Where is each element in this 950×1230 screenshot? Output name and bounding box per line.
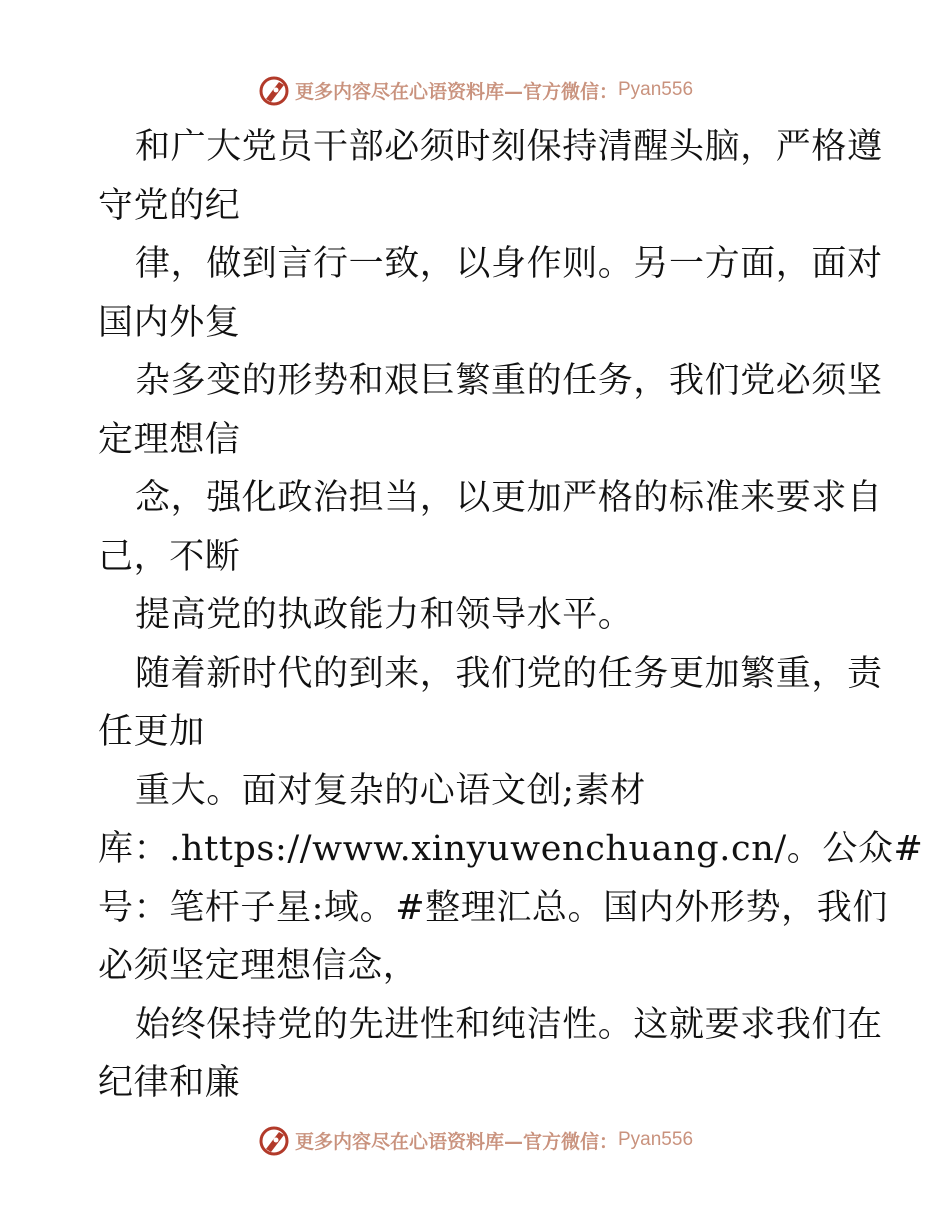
text-line: 律，做到言行一致，以身作则。另一方面，面对	[135, 244, 883, 284]
watermark-text: 更多内容尽在心语资料库—官方微信：	[294, 80, 618, 103]
text-line: 重大。面对复杂的心语文创;素材	[135, 770, 646, 811]
text-line: 提高党的执政能力和领导水平。	[135, 595, 634, 635]
pen-nib-circle-icon	[257, 73, 291, 107]
text-line: 己，不断	[98, 536, 241, 577]
text-line: 和广大党员干部必须时刻保持清醒头脑，严格遵	[135, 127, 883, 167]
watermark-wechat-id: Pyan556	[618, 1129, 694, 1150]
document-body	[98, 118, 924, 1113]
text-line: 随着新时代的到来，我们党的任务更加繁重，责	[135, 653, 883, 694]
text-line: 号：笔杆子星:域。#整理汇总。国内外形势，我们	[98, 887, 888, 928]
watermark-wechat-id: Pyan556	[618, 79, 694, 100]
text-line: 始终保持党的先进性和纯洁性。这就要求我们在	[135, 1004, 883, 1045]
text-line: 杂多变的形势和艰巨繁重的任务，我们党必须坚	[135, 361, 883, 401]
text-line: 守党的纪	[98, 185, 241, 226]
text-line: 念，强化政治担当，以更加严格的标准来要求自	[135, 478, 883, 518]
text-line: 任更加	[98, 712, 205, 752]
text-line: 必须坚定理想信念，	[98, 946, 419, 986]
pen-nib-circle-icon	[257, 1123, 291, 1157]
footer-watermark	[0, 1120, 950, 1160]
text-line: 定理想信	[98, 419, 241, 460]
header-watermark	[0, 70, 950, 110]
text-line: 国内外复	[98, 302, 241, 343]
text-line: 库：.https://www.xinyuwenchuang.cn/。公众#	[98, 829, 924, 869]
text-line: 纪律和廉	[98, 1063, 241, 1103]
watermark-text: 更多内容尽在心语资料库—官方微信：	[294, 1130, 618, 1153]
